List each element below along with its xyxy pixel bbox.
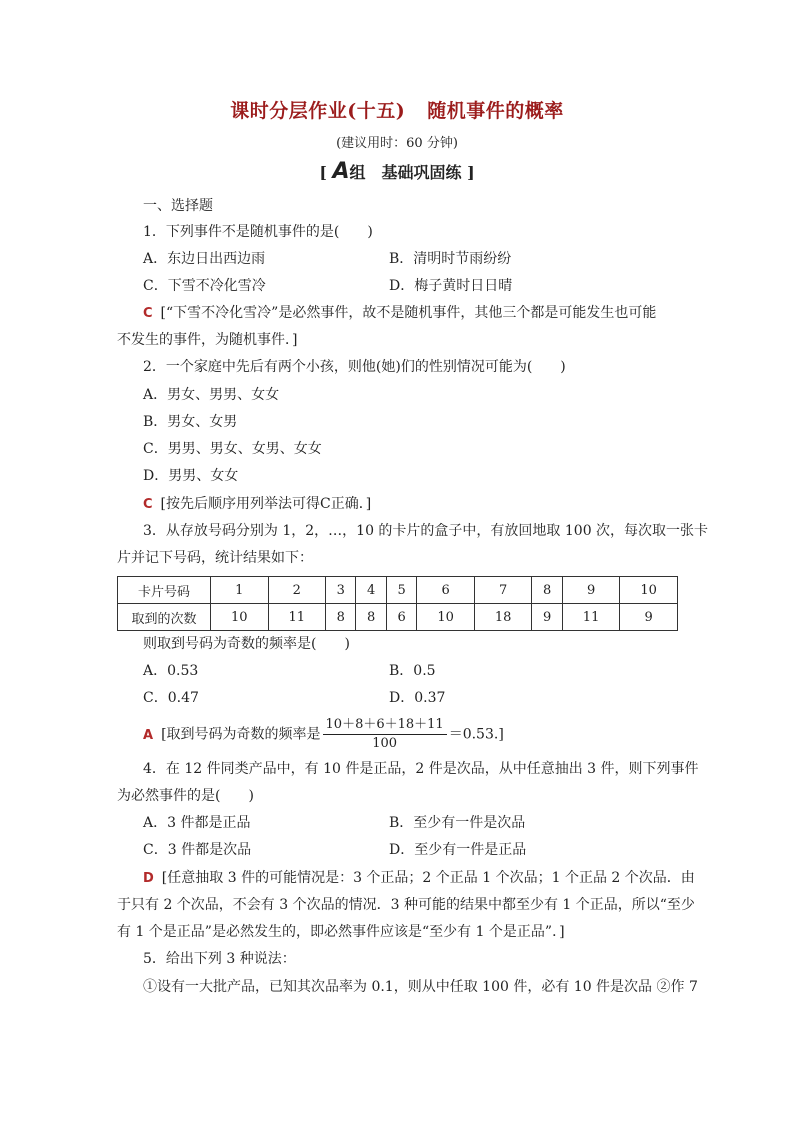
table-cell: 8 (326, 604, 356, 631)
q2-stem: 2．一个家庭中先后有两个小孩，则他(她)们的性别情况可能为( ) (143, 359, 566, 375)
table-cell: 4 (356, 577, 386, 604)
fraction (323, 716, 447, 753)
q3-option-c: C．0.47 (143, 690, 199, 706)
q3-explanation: A [取到号码为奇数的频率是 $\frac{10+8+6+18+11}{100}$ ＝0.53.] (143, 717, 504, 751)
q4-answer: D (143, 871, 154, 886)
q4-option-d: D．至少有一件是正品 (389, 842, 527, 858)
section-heading: 一、选择题 (143, 198, 213, 214)
q2-explanation: C [按先后顺序用列举法可得C正确．] (143, 496, 372, 512)
group-bracket-close: ] (467, 163, 475, 182)
q4-explanation-cont: 于只有 2 个次品，不会有 3 个次品的情况．3 种可能的结果中都至少有 1 个正品，所以“至少 (117, 897, 695, 913)
q4-stem: 4．在 12 件同类产品中，有 10 件是正品，2 件是次品，从中任意抽出 3 件，则下列事件 (143, 761, 699, 777)
q2-answer: C (143, 497, 153, 512)
q3-option-a: A．0.53 (143, 663, 199, 679)
table-cell: 9 (620, 604, 678, 631)
q1-stem: 1．下列事件不是随机事件的是( ) (143, 224, 373, 240)
q1-option-b: B．清明时节雨纷纷 (389, 251, 512, 267)
fraction-numerator: 10＋8＋6＋18＋11 (323, 716, 447, 735)
table-cell: 10 (620, 577, 678, 604)
group-bracket-open: [ (319, 163, 327, 182)
table-row-count (118, 604, 678, 631)
title-topic: 随机事件的概率 (427, 100, 564, 122)
table-cell: 10 (211, 604, 269, 631)
table-row-card-number (118, 577, 678, 604)
q4-explanation: D [任意抽取 3 件的可能情况是：3 个正品；2 个正品 1 个次品；1 个正品 2 个次品．由 (143, 870, 695, 886)
table-row-head: 取到的次数 (118, 604, 211, 631)
q5-stem: 5．给出下列 3 种说法： (143, 951, 296, 967)
table-cell: 9 (532, 604, 562, 631)
table-cell: 1 (211, 577, 269, 604)
table-cell: 5 (386, 577, 416, 604)
table-cell: 9 (562, 577, 620, 604)
suggested-time: (建议用时：60 分钟) (336, 136, 458, 151)
q5-item-1: ①设有一大批产品，已知其次品率为 0.1，则从中任取 100 件，必有 10 件是次品 ②作 7 (143, 979, 698, 995)
q4-option-c: C．3 件都是次品 (143, 842, 252, 858)
q4-stem-cont: 为必然事件的是( ) (117, 788, 254, 804)
q1-explanation: C [“下雪不冷化雪冷”是必然事件，故不是随机事件，其他三个都是可能发生也可能 (143, 305, 657, 321)
card-count-table (117, 576, 678, 631)
q3-option-d: D．0.37 (389, 690, 446, 706)
q2-option-b: B．男女、女男 (143, 414, 238, 430)
q3-stem-cont: 片并记下号码，统计结果如下： (117, 550, 313, 566)
q4-option-b: B．至少有一件是次品 (389, 815, 526, 831)
table-cell: 6 (386, 604, 416, 631)
title-series: 课时分层作业(十五) (230, 100, 406, 122)
table-cell: 7 (474, 577, 532, 604)
q4-explanation-cont2: 有 1 个是正品”是必然发生的，即必然事件应该是“至少有 1 个是正品”．] (117, 924, 565, 940)
table-cell: 10 (417, 604, 475, 631)
table-cell: 6 (417, 577, 475, 604)
q2-option-d: D．男男、女女 (143, 468, 239, 484)
group-text: 组 基础巩固练 (349, 163, 462, 182)
table-cell: 11 (562, 604, 620, 631)
q1-option-c: C．下雪不冷化雪冷 (143, 278, 266, 294)
q4-option-a: A．3 件都是正品 (143, 815, 251, 831)
q3-answer: A (143, 727, 154, 743)
group-heading (0, 159, 794, 184)
q1-option-a: A．东边日出西边雨 (143, 251, 266, 267)
fraction-denominator: 100 (372, 736, 398, 751)
q3-option-b: B．0.5 (389, 663, 436, 679)
table-row-head: 卡片号码 (118, 577, 211, 604)
q1-option-d: D．梅子黄时日日晴 (389, 278, 513, 294)
q1-answer: C (143, 306, 153, 321)
table-cell: 2 (268, 577, 326, 604)
group-letter: A (332, 159, 350, 184)
table-cell: 8 (532, 577, 562, 604)
table-cell: 3 (326, 577, 356, 604)
q3-stem: 3．从存放号码分别为 1，2，…，10 的卡片的盒子中，有放回地取 100 次，每次取一张卡 (143, 523, 709, 539)
q1-explanation-cont: 不发生的事件，为随机事件．] (117, 332, 298, 348)
table-cell: 11 (268, 604, 326, 631)
q3-ask: 则取到号码为奇数的频率是( ) (143, 636, 350, 652)
table-cell: 8 (356, 604, 386, 631)
table-cell: 18 (474, 604, 532, 631)
q2-option-c: C．男男、男女、女男、女女 (143, 441, 322, 457)
page-title (0, 96, 794, 123)
q2-option-a: A．男女、男男、女女 (143, 387, 280, 403)
